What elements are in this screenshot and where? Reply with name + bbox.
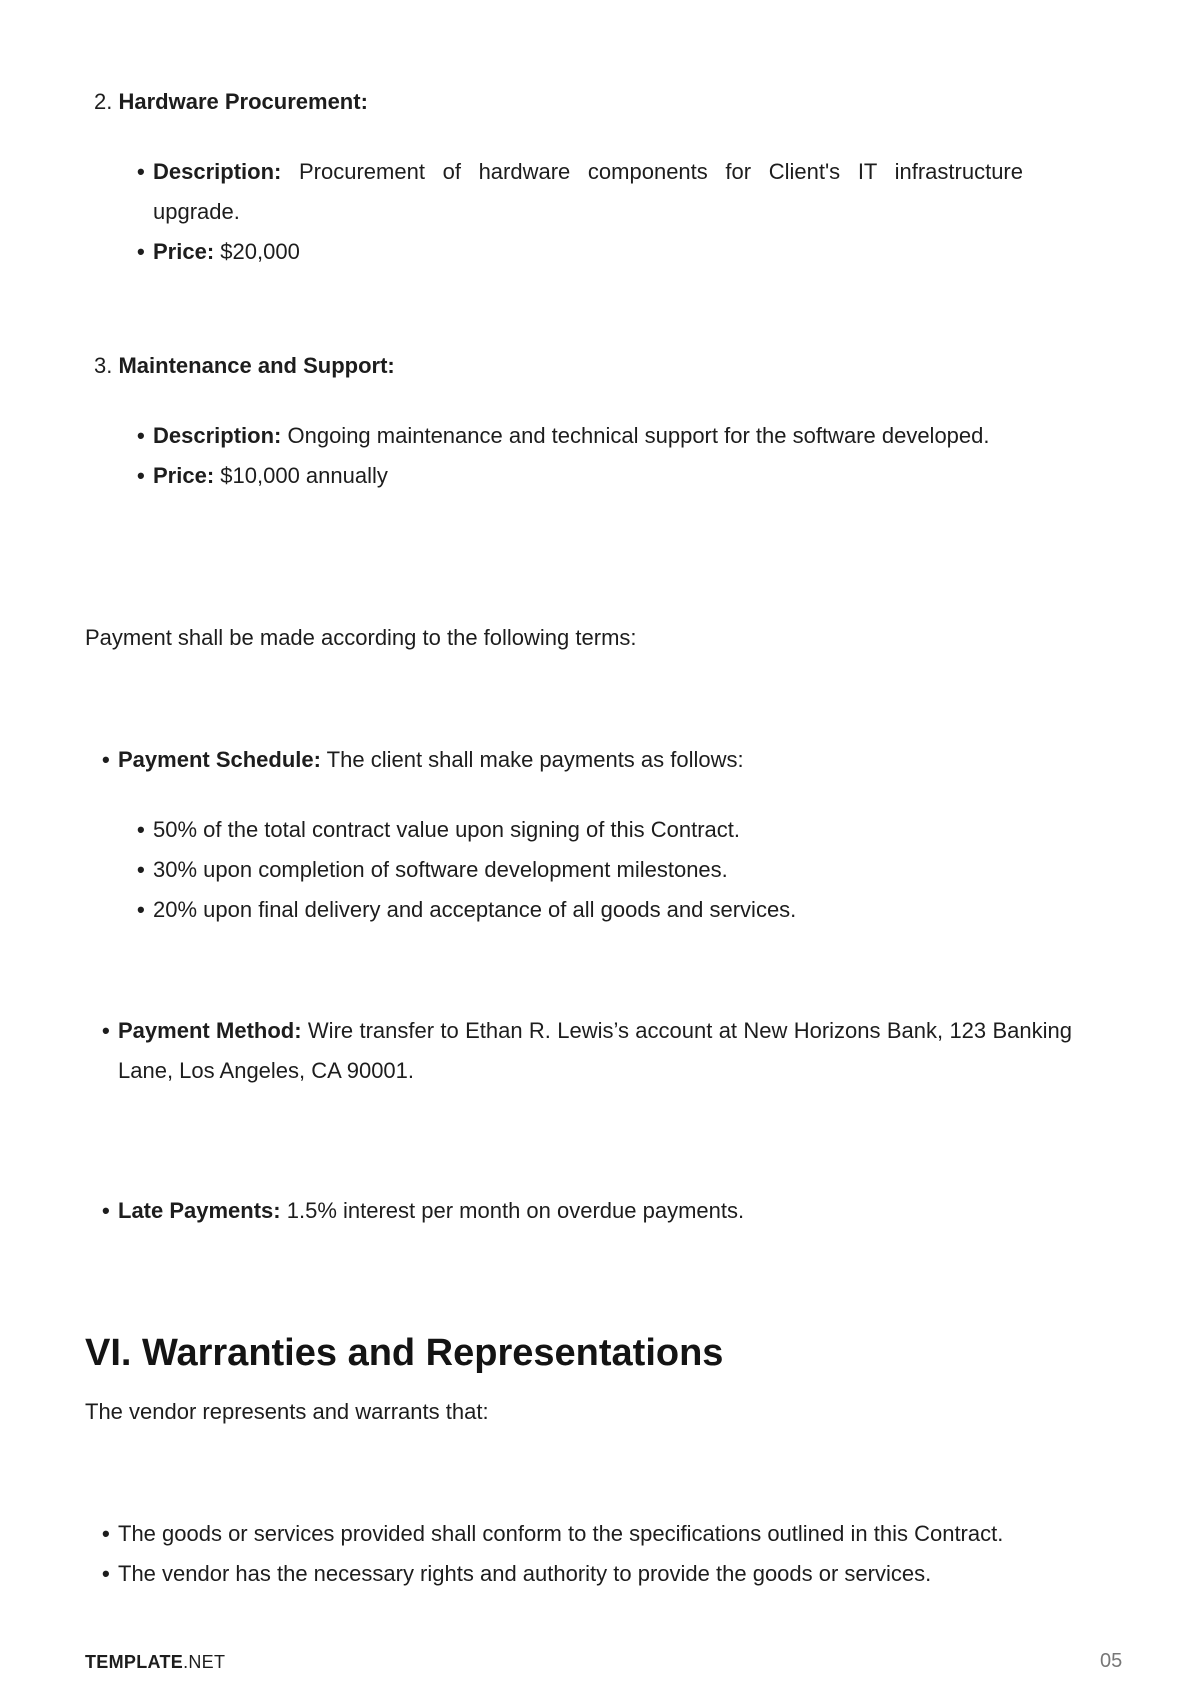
list-item: • The vendor has the necessary rights and authority to provide the goods or services. [102,1554,1072,1594]
list-item [102,1191,1072,1231]
price-label: Price: [153,239,215,264]
list-item: • 20% upon final delivery and acceptance of all goods and services. [137,890,1077,930]
maintenance-details-list [137,416,1023,496]
list-item [137,416,1023,456]
payment-schedule-label: Payment Schedule: [118,747,321,772]
list-item [137,152,1023,232]
brand-bold: TEMPLATE [85,1652,184,1672]
description-label: Description: [153,159,282,184]
hardware-details-list [137,152,1023,272]
list-item: • 30% upon completion of software development milestones. [137,850,1077,890]
price-label: Price: [153,463,215,488]
payment-schedule-text: The client shall make payments as follows: [326,747,744,772]
item-heading-hardware [94,82,368,122]
description-label: Description: [153,423,282,448]
late-payments-label: Late Payments: [118,1198,281,1223]
payment-method-label: Payment Method: [118,1018,302,1043]
payment-method-list [102,1011,1072,1091]
list-item: • The goods or services provided shall conform to the specifications outlined in this Contract. [102,1514,1072,1554]
description-text: Procurement of hardware components for Client's IT infrastructure upgrade. [153,159,1023,224]
brand-light: .NET [183,1652,226,1672]
page-number: 05 [1100,1650,1123,1672]
payment-intro: Payment shall be made according to the following terms: [85,625,637,650]
section-intro: The vendor represents and warrants that: [85,1399,489,1424]
list-item [137,232,1023,272]
item-number: 2. [94,89,113,114]
list-item [102,740,1082,780]
late-payments-list [102,1191,1072,1231]
item-number: 3. [94,353,113,378]
item-title: Maintenance and Support: [118,353,395,378]
payment-schedule-items [137,810,1077,930]
payment-schedule-list [102,740,1082,780]
description-text: Ongoing maintenance and technical support for the software developed. [287,423,990,448]
item-title: Hardware Procurement: [118,89,368,114]
footer-brand-logo [85,1650,225,1674]
item-heading-maintenance [94,346,395,386]
list-item [102,1011,1072,1091]
section-title: VI. Warranties and Representations [85,1332,724,1374]
payment-method-text: Wire transfer to Ethan R. Lewis’s account at New Horizons Bank, 123 Banking Lane, Los Angeles, CA 90001. [118,1018,1072,1083]
list-item: • 50% of the total contract value upon signing of this Contract. [137,810,1077,850]
price-text: $10,000 annually [220,463,388,488]
price-text: $20,000 [220,239,300,264]
warranties-list [102,1514,1072,1594]
list-item [137,456,1023,496]
late-payments-text: 1.5% interest per month on overdue payments. [286,1198,745,1223]
